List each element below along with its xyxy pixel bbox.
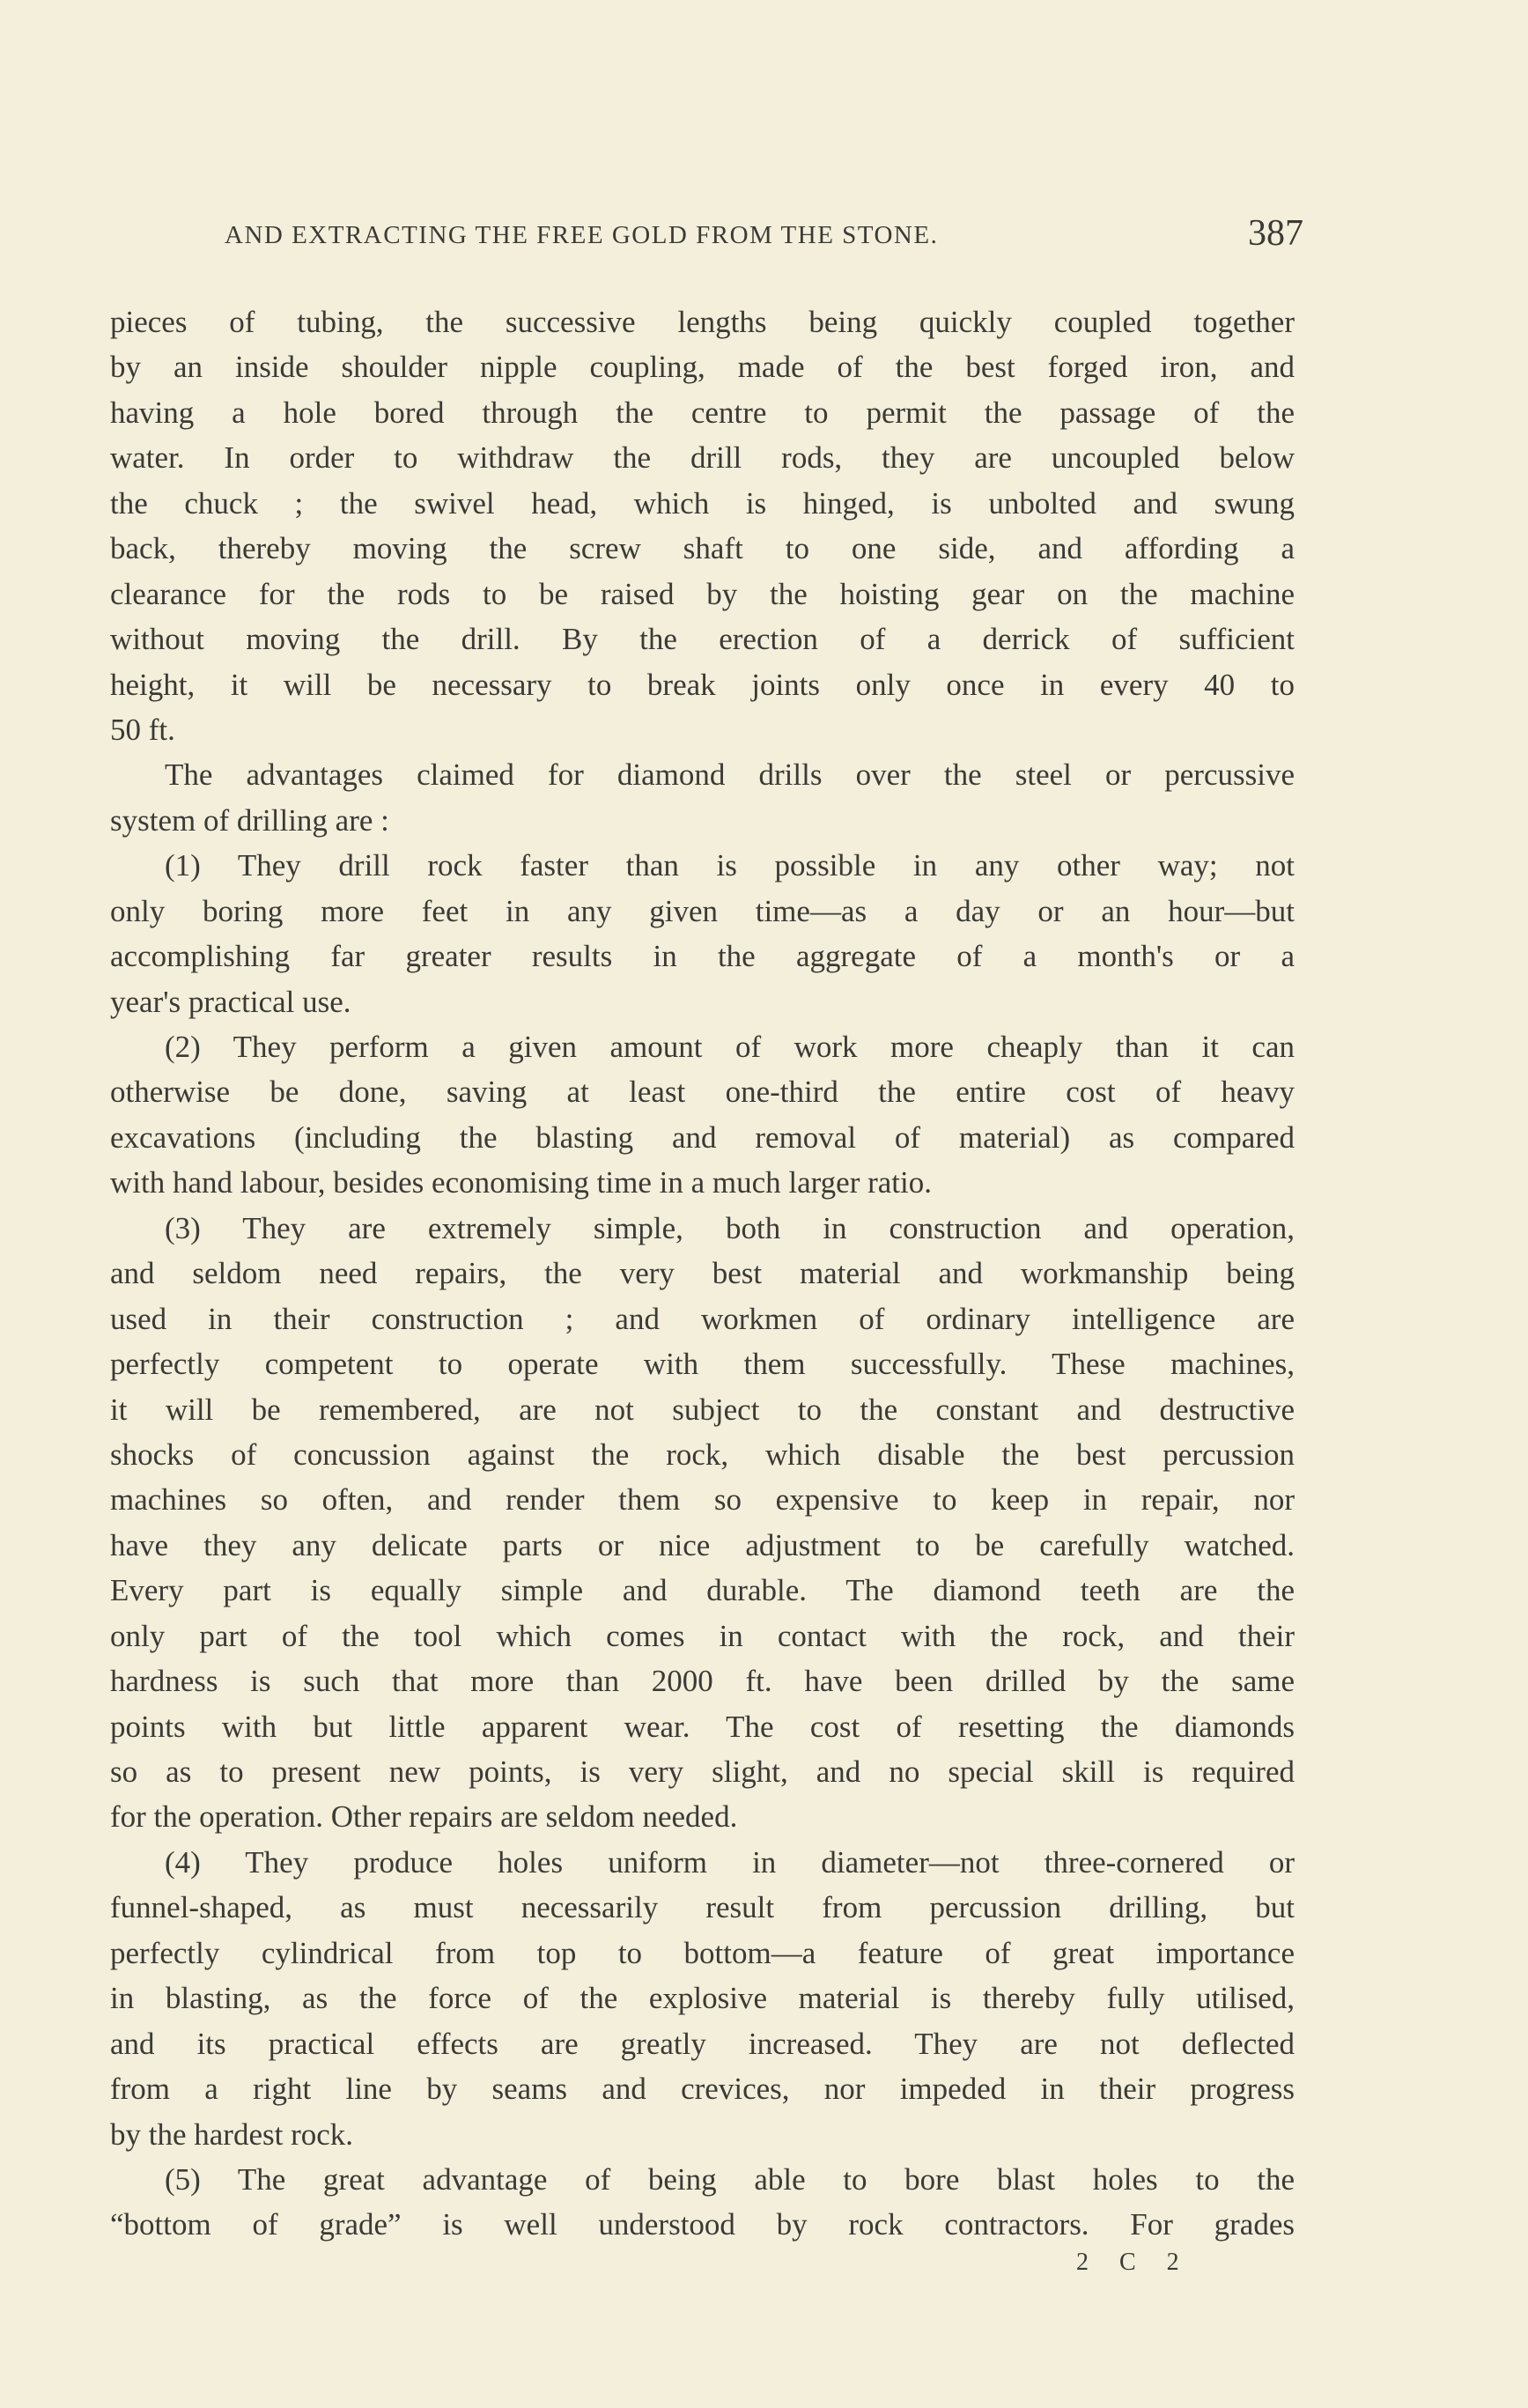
text-line: shocks of concussion against the rock, which disable the best percussion bbox=[110, 1437, 1295, 1472]
text-line: perfectly cylindrical from top to bottom—a feature of great importance bbox=[110, 1935, 1295, 1970]
text-line: water. In order to withdraw the drill rods, they are uncoupled below bbox=[110, 440, 1295, 476]
text-line: by an inside shoulder nipple coupling, made of the best forged iron, and bbox=[110, 350, 1295, 385]
page-number: 387 bbox=[1248, 213, 1303, 254]
text-line: from a right line by seams and crevices, nor impeded in their progress bbox=[110, 2072, 1295, 2107]
text-line: hardness is such that more than 2000 ft. have been drilled by the same bbox=[110, 1664, 1295, 1699]
text-line: “bottom of grade” is well understood by rock contractors. For grades bbox=[110, 2207, 1295, 2242]
text-line: only part of the tool which comes in contact with the rock, and their bbox=[110, 1618, 1295, 1653]
text-line: with hand labour, besides economising time in a much larger ratio. bbox=[110, 1165, 933, 1200]
text-line: in blasting, as the force of the explosive material is thereby fully utilised, bbox=[110, 1981, 1295, 2016]
text-line: the chuck ; the swivel head, which is hinged, is unbolted and swung bbox=[110, 485, 1295, 521]
text-line: The advantages claimed for diamond drills over the steel or percussive bbox=[165, 757, 1295, 793]
text-line: points with but little apparent wear. The cost of resetting the diamonds bbox=[110, 1709, 1295, 1744]
text-line: system of drilling are : bbox=[110, 802, 389, 838]
text-line: (3) They are extremely simple, both in construction and operation, bbox=[165, 1210, 1295, 1245]
text-line: clearance for the rods to be raised by the hoisting gear on the machine bbox=[110, 576, 1295, 611]
text-line: only boring more feet in any given time—as a day or an hour—but bbox=[110, 893, 1295, 928]
running-title: AND EXTRACTING THE FREE GOLD FROM THE STONE. bbox=[225, 221, 939, 249]
signature-mark: 2 C 2 bbox=[1076, 2249, 1192, 2276]
text-line: so as to present new points, is very slight, and no special skill is required bbox=[110, 1754, 1295, 1789]
text-line: have they any delicate parts or nice adjustment to be carefully watched. bbox=[110, 1527, 1295, 1562]
text-line: (1) They drill rock faster than is possible in any other way; not bbox=[165, 848, 1295, 883]
text-line: height, it will be necessary to break joints only once in every 40 to bbox=[110, 667, 1295, 702]
text-line: year's practical use. bbox=[110, 984, 351, 1019]
text-line: excavations (including the blasting and removal of material) as compared bbox=[110, 1119, 1295, 1155]
text-line: otherwise be done, saving at least one-third the entire cost of heavy bbox=[110, 1075, 1295, 1110]
text-line: (4) They produce holes uniform in diameter—not three-cornered or bbox=[165, 1844, 1295, 1880]
text-line: 50 ft. bbox=[110, 712, 175, 747]
text-line: for the operation. Other repairs are seldom needed. bbox=[110, 1799, 738, 1835]
text-line: without moving the drill. By the erection of a derrick of sufficient bbox=[110, 622, 1295, 657]
text-line: accomplishing far greater results in the aggregate of a month's or a bbox=[110, 939, 1295, 974]
text-line: and seldom need repairs, the very best material and workmanship being bbox=[110, 1256, 1295, 1291]
body-text bbox=[110, 299, 1295, 2248]
text-line: (2) They perform a given amount of work more cheaply than it can bbox=[165, 1030, 1295, 1064]
text-line: having a hole bored through the centre to permit the passage of the bbox=[110, 395, 1295, 430]
running-header bbox=[225, 213, 1303, 260]
text-line: funnel-shaped, as must necessarily result from percussion drilling, but bbox=[110, 1890, 1295, 1925]
text-line: perfectly competent to operate with them successfully. These machines, bbox=[110, 1347, 1295, 1382]
text-line: Every part is equally simple and durable. The diamond teeth are the bbox=[110, 1573, 1295, 1608]
text-line: (5) The great advantage of being able to bore blast holes to the bbox=[165, 2161, 1295, 2197]
text-line: used in their construction ; and workmen of ordinary intelligence are bbox=[110, 1301, 1295, 1336]
text-line: by the hardest rock. bbox=[110, 2116, 354, 2152]
text-line: machines so often, and render them so expensive to keep in repair, nor bbox=[110, 1482, 1295, 1518]
text-line: and its practical effects are greatly increased. They are not deflected bbox=[110, 2026, 1295, 2061]
text-line: pieces of tubing, the successive lengths being quickly coupled together bbox=[110, 305, 1295, 339]
text-line: back, thereby moving the screw shaft to one side, and affording a bbox=[110, 531, 1295, 566]
text-line: it will be remembered, are not subject to the constant and destructive bbox=[110, 1392, 1295, 1427]
